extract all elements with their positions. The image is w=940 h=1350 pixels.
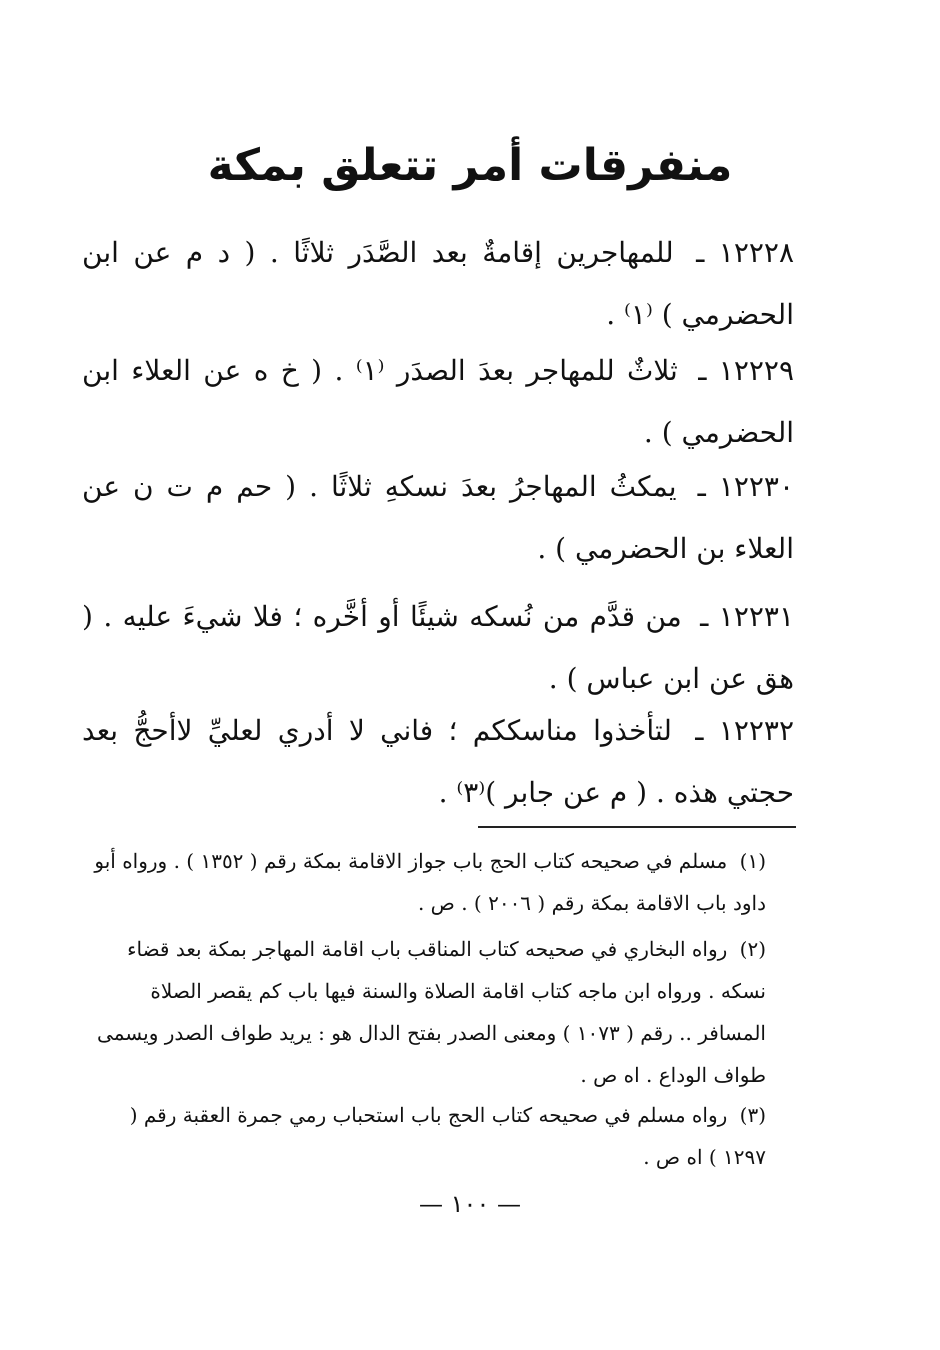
hadith-number: ١٢٢٣٠ ـ [697,470,795,503]
hadith-number: ١٢٢٣١ ـ [700,600,794,633]
footnote-separator [478,826,796,828]
hadith-text: للمهاجرين إقامةٌ بعد الصَّدَر ثلاثًا . ( د م عن ابن الحضرمي ) ⁽١⁾ . [82,236,794,331]
footnote-text: مسلم في صحيحه كتاب الحج باب جواز الاقامة بمكة رقم ( ١٣٥٢ ) . ورواه أبو داود باب الاقامة بمكة رقم ( ٢٠٠٦ ) . ص . [94,849,766,915]
footnote-number: (٢) [739,937,766,961]
page-number: — ١٠٠ — [419,1190,521,1218]
footnote-number: (١) [739,849,766,873]
hadith-number: ١٢٢٢٨ ـ [696,236,794,269]
hadith-text: يمكثُ المهاجرُ بعدَ نسكهِ ثلاثًا . ( حم م ت ن عن العلاء بن الحضرمي ) . [82,470,794,565]
footnote [90,928,766,1096]
hadith-text: ثلاثٌ للمهاجر بعدَ الصدَر ⁽١⁾ . ( خ ه عن العلاء ابن الحضرمي ) . [82,354,794,449]
hadith-entry [82,700,794,824]
footnote-number: (٣) [739,1103,766,1127]
hadith-entry [82,222,794,346]
section-heading: منفرقات أمر تتعلق بمكة [207,140,733,191]
footnote-text: رواه البخاري في صحيحه كتاب المناقب باب اقامة المهاجر بمكة بعد قضاء نسكه . ورواه ابن ماجه كتاب اقامة الصلاة والسنة فيها باب كم يقصر الصلاة المسافر .. رقم ( ١٠٧٣ ) ومعنى الصدر بفتح الدال هو : يريد طواف الصدر ويسمى طواف الوداع . اه ص . [97,937,766,1087]
hadith-number: ١٢٢٢٩ ـ [698,354,794,387]
hadith-entry [82,586,794,710]
hadith-text: من قدَّم من نُسكه شيئًا أو أخَّره ؛ فلا شيءَ عليه . ( هق عن ابن عباس ) . [82,600,794,695]
footnote-text: رواه مسلم في صحيحه كتاب الحج باب استحباب رمي جمرة العقبة رقم ( ١٢٩٧ ) اه ص . [129,1103,766,1169]
hadith-entry [82,456,794,580]
footnote [90,1094,766,1178]
hadith-entry [82,340,794,464]
hadith-text: لتأخذوا مناسككم ؛ فاني لا أدري لعليِّ لاأحجُّ بعد حجتي هذه . ( م عن جابر )⁽٣⁾ . [82,714,794,809]
hadith-number: ١٢٢٣٢ ـ [695,714,794,747]
footnote [90,840,766,924]
